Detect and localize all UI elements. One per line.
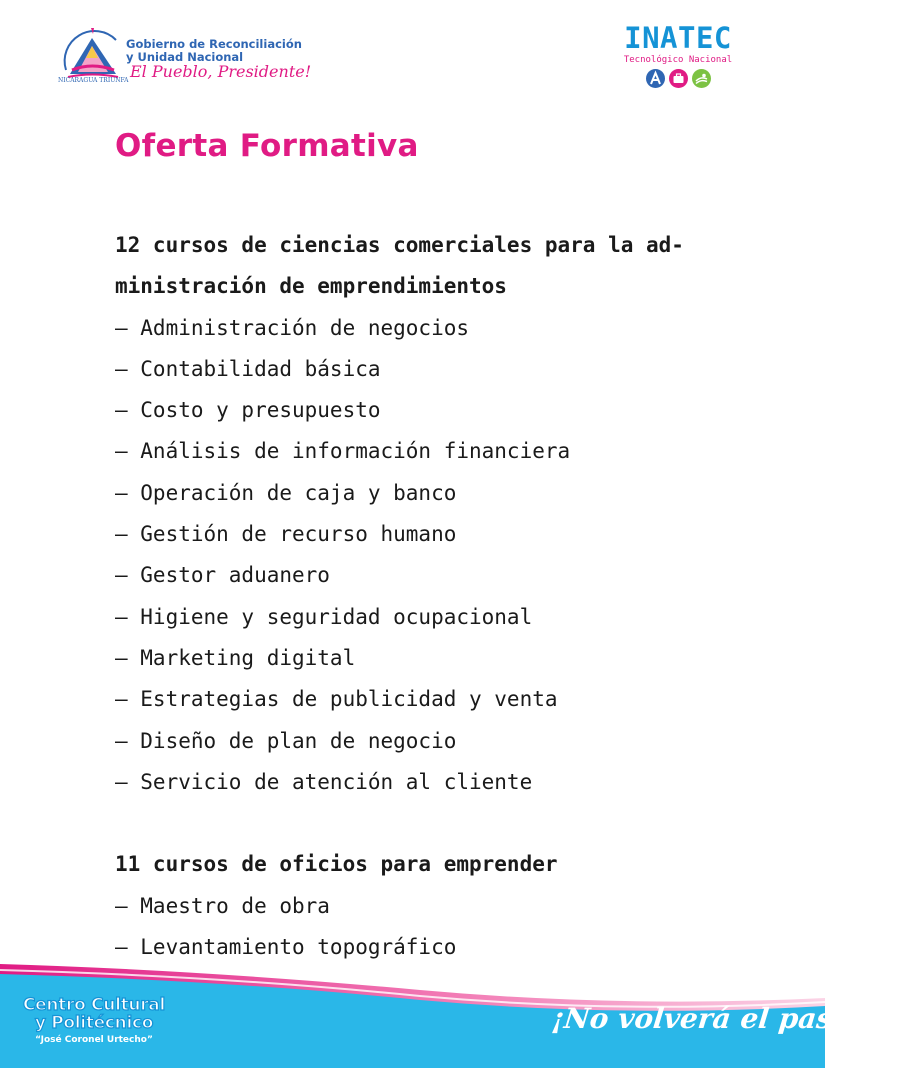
government-logo [58, 22, 318, 94]
list-item: — Gestor aduanero [115, 563, 330, 588]
brand-line1: Centro Cultural [22, 995, 166, 1015]
inatec-name: INATEC [624, 21, 732, 55]
course-list-content [115, 225, 735, 968]
section-commercial [115, 225, 735, 803]
government-name [126, 38, 302, 64]
section-heading-line1: 11 cursos de oficios para emprender [115, 852, 558, 877]
field-icon [692, 69, 711, 88]
inatec-logo [608, 22, 748, 97]
government-slogan: El Pueblo, Presidente! [130, 62, 312, 81]
list-item: — Análisis de información financiera [115, 439, 571, 464]
section-heading-line2: ministración de emprendimientos [115, 274, 507, 299]
list-item: — Administración de negocios [115, 315, 470, 340]
list-item: — Servicio de atención al cliente [115, 769, 533, 794]
government-name-line1: Gobierno de Reconciliación [126, 37, 302, 51]
government-name-line2: y Unidad Nacional [126, 50, 244, 64]
briefcase-icon [669, 69, 688, 88]
list-item: — Costo y presupuesto [115, 398, 381, 423]
list-item: — Maestro de obra [115, 893, 330, 918]
brand-line2: y Politécnico [34, 1013, 154, 1033]
list-item: — Operación de caja y banco [115, 480, 457, 505]
letter-a-icon [646, 69, 665, 88]
footer-slogan: ¡No volverá el pasado! [550, 1002, 903, 1035]
centro-cultural-logo [14, 996, 174, 1045]
list-item: — Diseño de plan de negocio [115, 728, 457, 753]
list-item: — Contabilidad básica [115, 356, 381, 381]
list-item: — Higiene y seguridad ocupacional [115, 604, 533, 629]
list-item: — Estrategias de publicidad y venta [115, 687, 558, 712]
section-spacer [115, 803, 735, 844]
page-title: Oferta Formativa [115, 128, 419, 164]
list-item: — Levantamiento topográfico [115, 935, 457, 960]
list-item: — Marketing digital [115, 645, 356, 670]
inatec-subtitle: Tecnológico Nacional [623, 55, 733, 65]
section-heading-line1: 12 cursos de ciencias comerciales para la ad- [115, 233, 684, 257]
list-item: — Gestión de recurso humano [115, 522, 457, 547]
brand-line3: “José Coronel Urtecho” [35, 1035, 153, 1045]
inatec-icons [608, 69, 748, 88]
government-small-text: NICARAGUA TRIUNFA [58, 77, 129, 84]
